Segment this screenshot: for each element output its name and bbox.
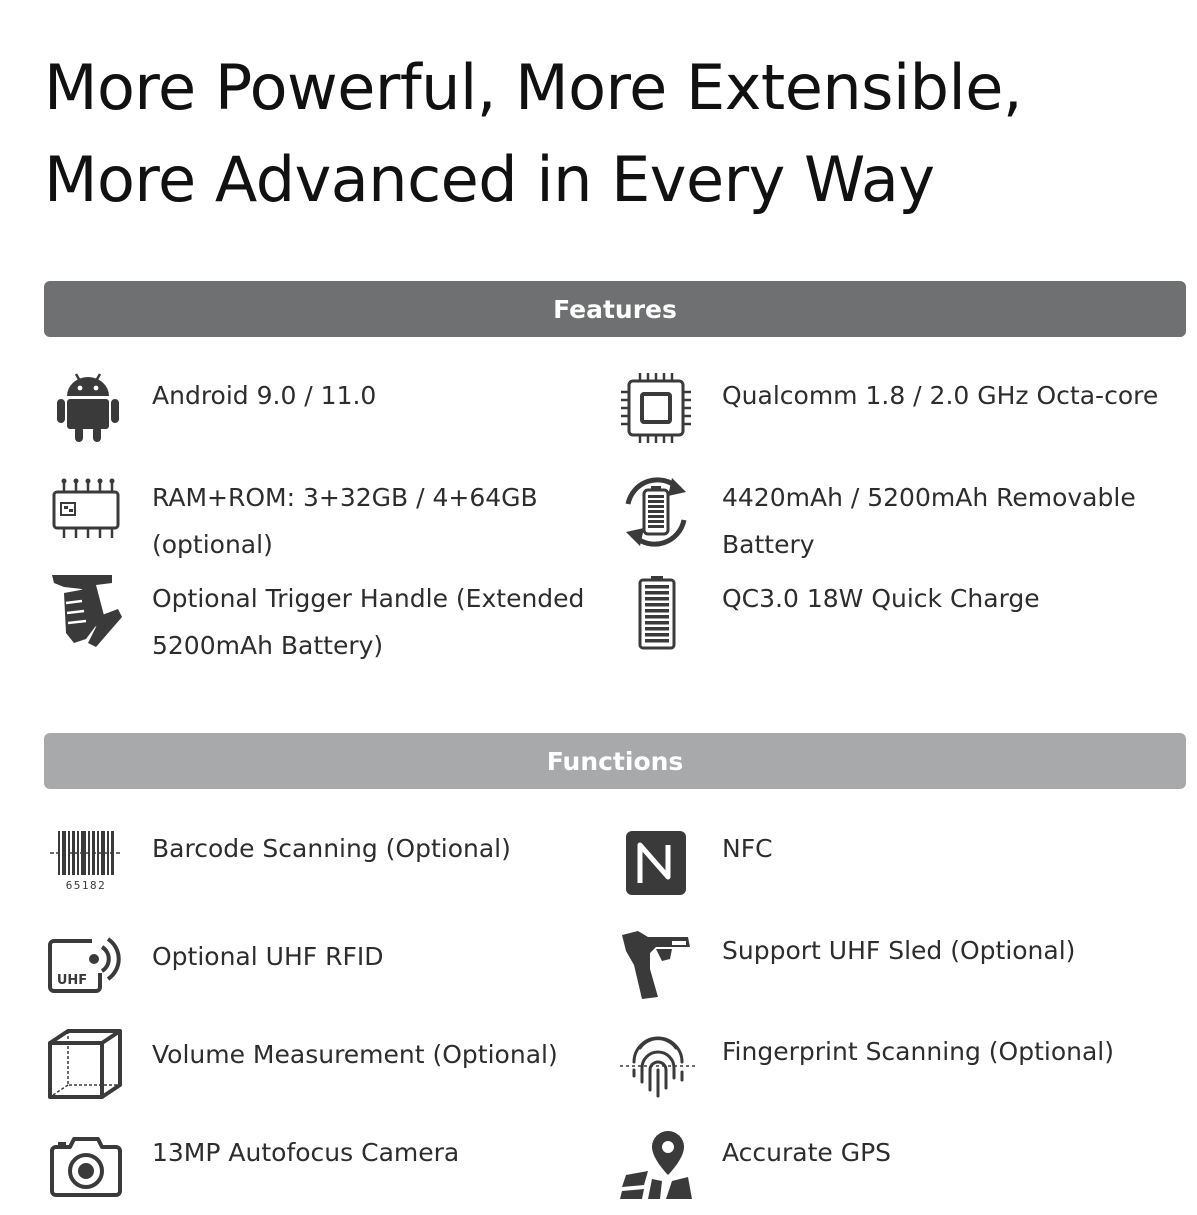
barcode-icon [46, 827, 126, 903]
memory-chip-icon [46, 472, 126, 548]
feature-label: QC3.0 18W Quick Charge [722, 584, 1040, 613]
features-heading-bar [44, 281, 1186, 337]
function-label: 13MP Autofocus Camera [152, 1138, 460, 1167]
function-label: Barcode Scanning (Optional) [152, 834, 511, 863]
title-line-2: More Advanced in Every Way [44, 143, 935, 216]
feature-label: Optional Trigger Handle (Extended 5200mAh Battery) [152, 584, 585, 660]
page-title [44, 42, 1164, 226]
function-label: Accurate GPS [722, 1138, 892, 1167]
feature-label: Qualcomm 1.8 / 2.0 GHz Octa-core [722, 381, 1159, 410]
feature-label: 4420mAh / 5200mAh Removable Battery [722, 483, 1136, 559]
trigger-handle-icon [46, 571, 126, 647]
cube-measure-icon [46, 1027, 126, 1103]
map-pin-icon [618, 1127, 698, 1203]
uhf-rfid-icon [46, 929, 126, 1005]
function-label: Fingerprint Scanning (Optional) [722, 1037, 1115, 1066]
fingerprint-icon [618, 1026, 698, 1102]
functions-heading-bar [44, 733, 1186, 789]
feature-label: Android 9.0 / 11.0 [152, 381, 377, 410]
svg-text:UHF: UHF [56, 973, 88, 988]
function-label: Optional UHF RFID [152, 942, 384, 971]
svg-text:65182: 65182 [65, 879, 107, 892]
cpu-chip-icon [616, 370, 696, 446]
battery-icon [616, 575, 696, 651]
title-line-1: More Powerful, More Extensible, [44, 51, 1023, 124]
functions-heading: Functions [546, 746, 684, 776]
battery-swap-icon [616, 474, 696, 550]
function-label: NFC [722, 834, 773, 863]
uhf-sled-icon [616, 925, 696, 1001]
camera-icon [46, 1129, 126, 1205]
function-label: Support UHF Sled (Optional) [722, 936, 1076, 965]
function-label: Volume Measurement (Optional) [152, 1040, 558, 1069]
android-icon [48, 368, 128, 444]
nfc-icon [616, 825, 696, 901]
feature-label: RAM+ROM: 3+32GB / 4+64GB (optional) [152, 483, 538, 559]
features-heading: Features [553, 294, 677, 324]
